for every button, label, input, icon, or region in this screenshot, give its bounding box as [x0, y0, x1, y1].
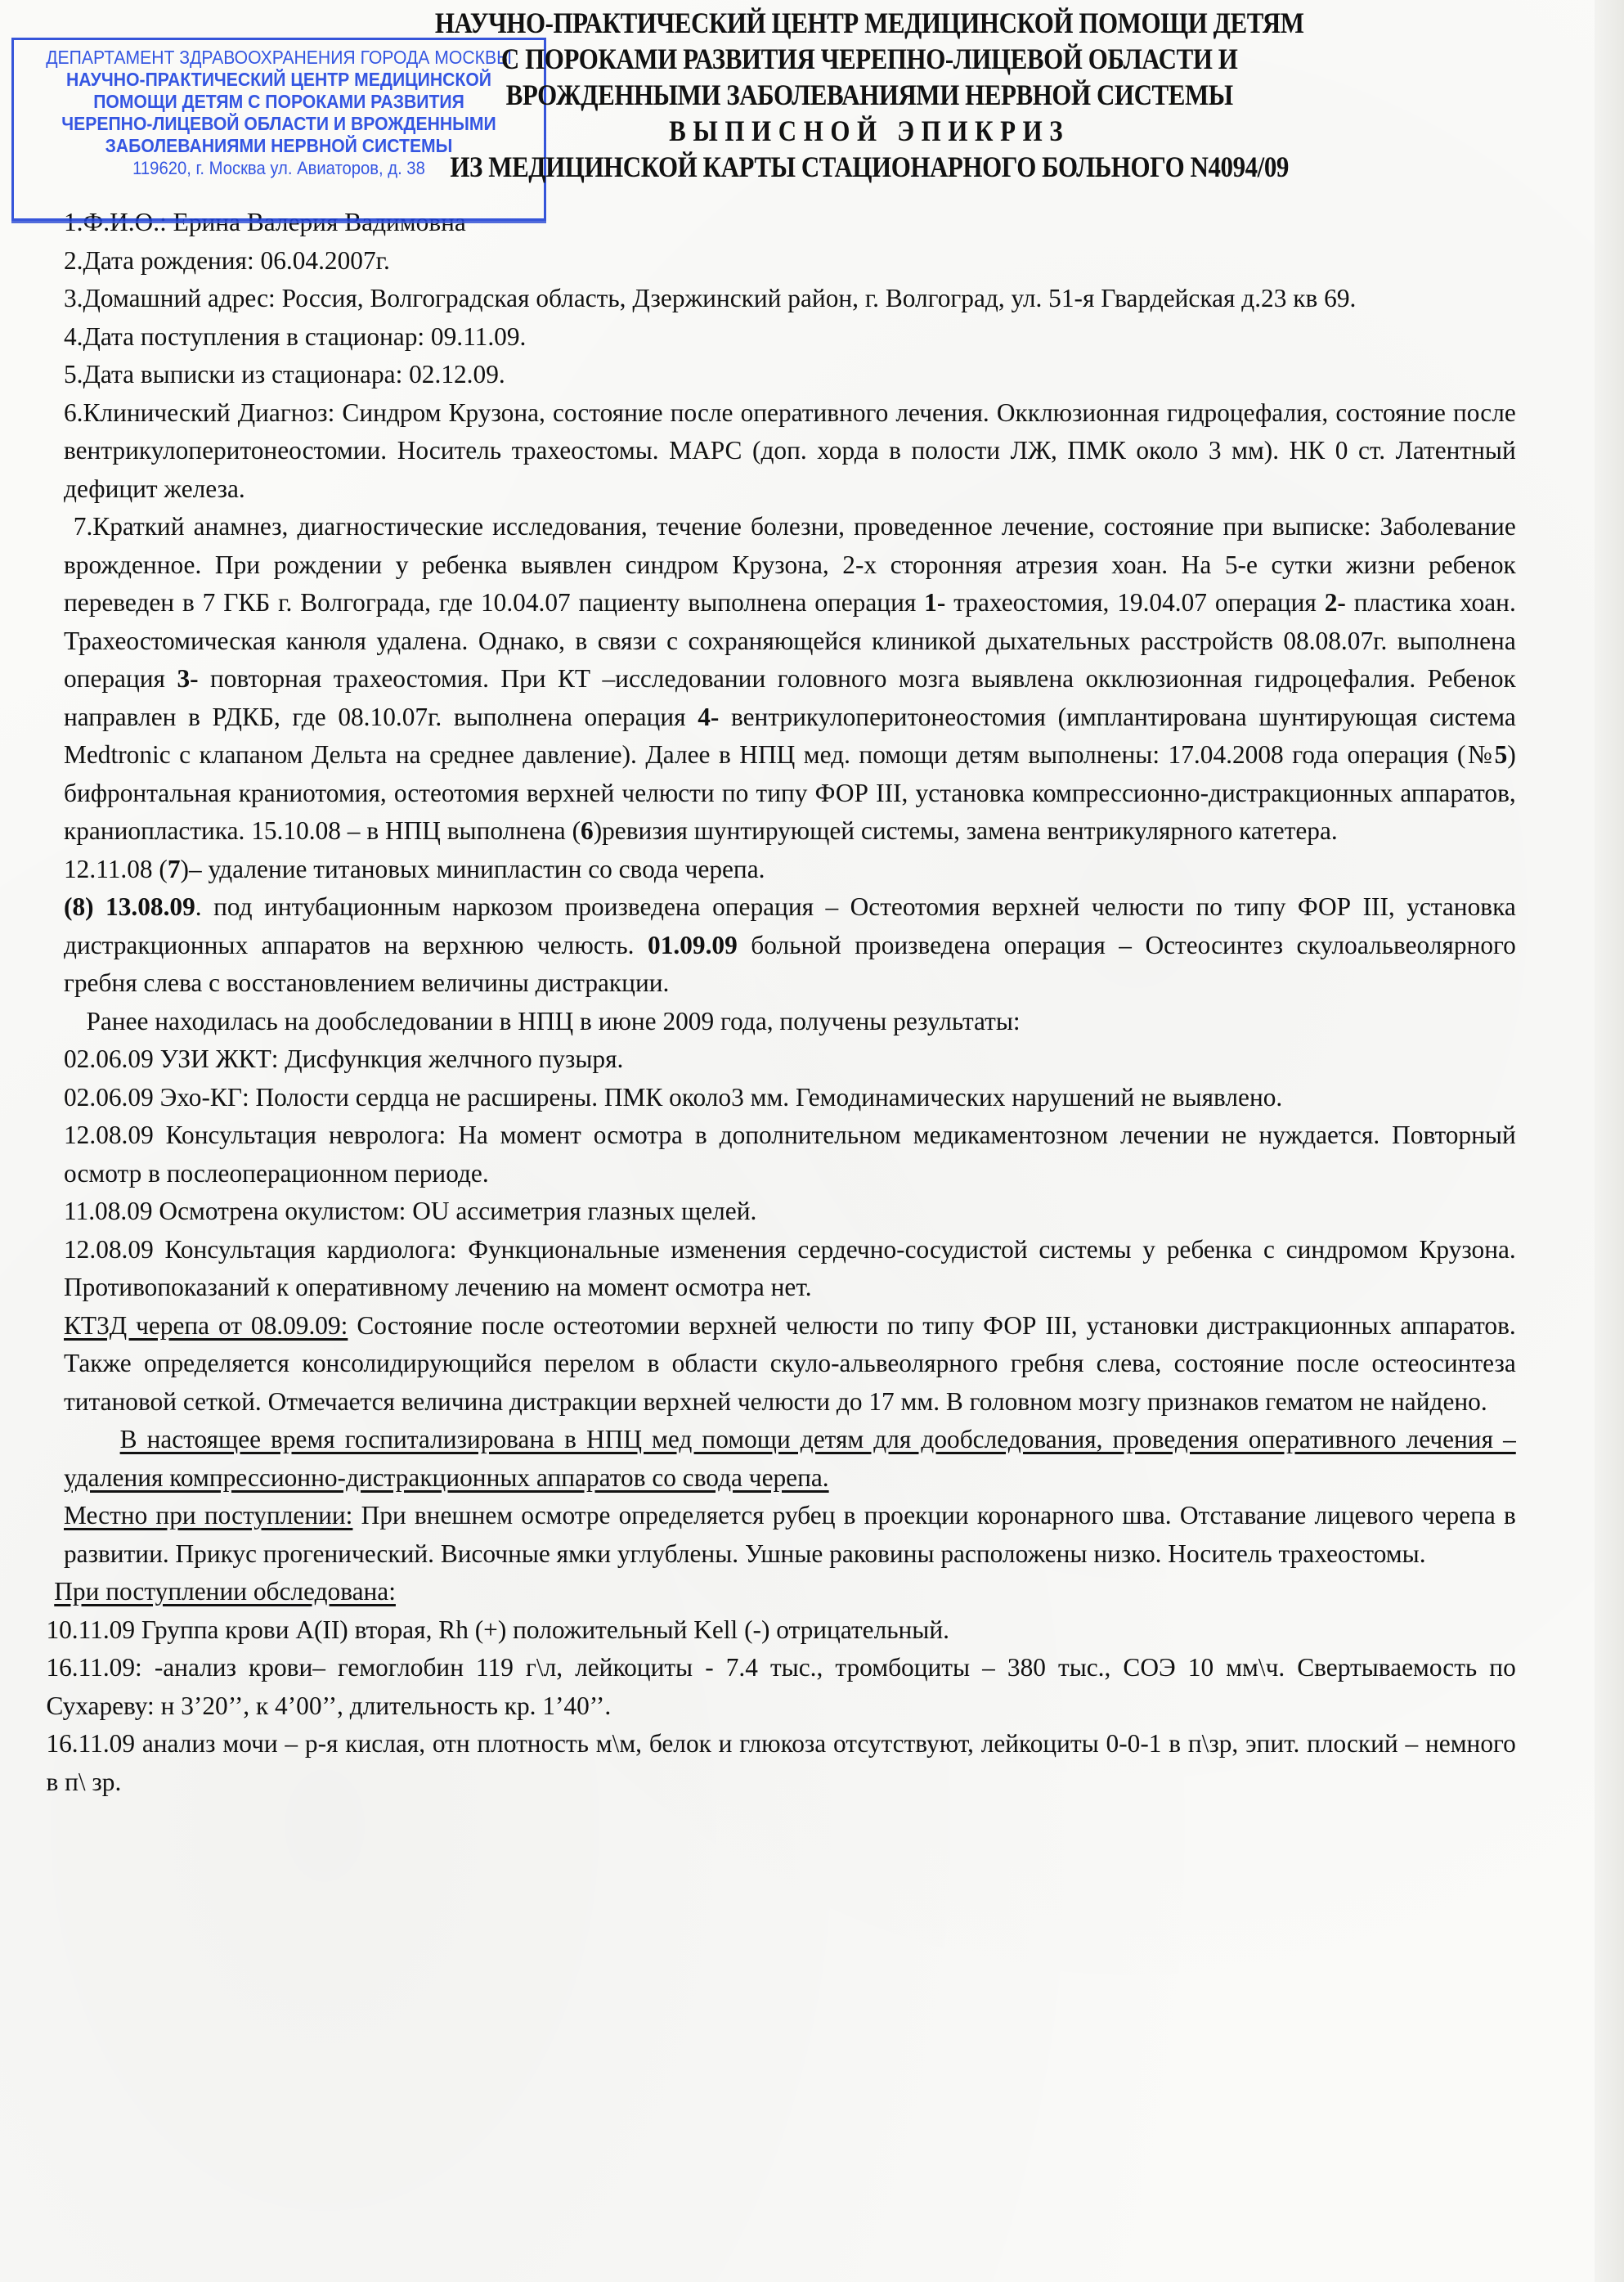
stamp-line: ЗАБОЛЕВАНИЯМИ НЕРВНОЙ СИСТЕМЫ	[105, 135, 453, 156]
current-hospitalization: В настоящее время госпитализирована в НПЦ мед помощи детям для дообследования, проведения оперативного лечения – удаления компрессионно-дистракционных аппаратов со свода черепа.	[64, 1424, 1516, 1492]
operation-number: 7	[167, 853, 181, 883]
admission-date: 4.Дата поступления в стационар: 09.11.09.	[64, 321, 527, 351]
home-address: 3.Домашний адрес: Россия, Волгоградская область, Дзержинский район, г. Волгоград, ул. 51-я Гвардейская д.23 кв 69.	[64, 283, 1357, 312]
operation-date: 13.08.09	[105, 892, 195, 921]
text-run: пластика хоан. Трахеостомическая канюля удалена. Однако, в связи с сохраняющейся клиникой дыхательных расстройств 08.08.07г. выполнена операция	[64, 587, 1516, 693]
operation-number: 4-	[698, 701, 720, 731]
header-line: НАУЧНО-ПРАКТИЧЕСКИЙ ЦЕНТР МЕДИЦИНСКОЙ ПОМОЩИ ДЕТЯМ	[434, 7, 1304, 39]
discharge-date: 5.Дата выписки из стационара: 02.12.09.	[64, 359, 505, 389]
text-run: Состояние после остеотомии верхней челюсти по типу ФОР III, установки дистракционных аппаратов. Также определяется консолидирующийся перелом в области скуло-альвеолярного гребня слева, состояние после остеосинтеза титановой сеткой. Отмечается величина дистракции верхней челюсти до 17 мм. В головном мозгу признаков гематом не найдено.	[64, 1309, 1516, 1416]
text-run: (	[64, 892, 73, 921]
text-run: больной произведена операция – Остеосинтез скулоальвеолярного гребня слева с восстановлением величины дистракции.	[64, 929, 1516, 997]
operation-number: 3-	[177, 663, 199, 693]
text-run: . под интубационным наркозом произведена операция – Остеотомия верхней челюсти по типу ФОР III, установка дистракционных аппаратов на верхнюю челюсть.	[64, 892, 1516, 959]
stamp-address: 119620, г. Москва ул. Авиаторов, д. 38	[132, 158, 425, 178]
text-run: повторная трахеостомия. При КТ –исследовании головного мозга выявлена окклюзионная гидроцефалия. Ребенок направлен в РДКБ, где 08.10.07г. выполнена операция	[64, 663, 1516, 731]
anamnesis-paragraph	[64, 507, 1516, 850]
prior-exam-item: 12.08.09 Консультация кардиолога: Функциональные изменения сердечно-сосудистой системы у ребенка с синдромом Крузона. Противопоказаний к оперативному лечению на момент осмотра нет.	[64, 1233, 1516, 1301]
operation-number: 6	[581, 815, 594, 845]
stamp-line: НАУЧНО-ПРАКТИЧЕСКИЙ ЦЕНТР МЕДИЦИНСКОЙ	[66, 69, 491, 90]
prior-exam-item: 12.08.09 Консультация невролога: На момент осмотра в дополнительном медикаментозном лечении не нуждается. Повторный осмотр в послеоперационном периоде.	[64, 1120, 1516, 1188]
ct-scan-result	[64, 1306, 1516, 1421]
admission-exam-item: 10.11.09 Группа крови A(II) вторая, Rh (+) положительный Kell (-) отрицательный.	[46, 1614, 949, 1644]
stamp-line: ПОМОЩИ ДЕТЯМ С ПОРОКАМИ РАЗВИТИЯ	[93, 91, 464, 112]
text-run: )ревизия шунтирующей системы, замена вентрикулярного катетера.	[593, 815, 1338, 845]
stamp-line: ЧЕРЕПНО-ЛИЦЕВОЙ ОБЛАСТИ И ВРОЖДЕННЫМИ	[61, 113, 496, 134]
admission-exam-item: 16.11.09: -анализ крови– гемоглобин 119 г\л, лейкоциты - 7.4 тыс., тромбоциты – 380 тыс., СОЭ 10 мм\ч. Свертываемость по Сухареву: н 3’20’’, к 4’00’’, длительность кр. 1’40’’.	[46, 1652, 1516, 1720]
stamp-line: ДЕПАРТАМЕНТ ЗДРАВООХРАНЕНИЯ ГОРОДА МОСКВЫ	[46, 47, 512, 68]
header-line: С ПОРОКАМИ РАЗВИТИЯ ЧЕРЕПНО-ЛИЦЕВОЙ ОБЛАСТИ И	[500, 43, 1238, 75]
local-status	[64, 1496, 1516, 1572]
operation-number: 8	[72, 892, 86, 921]
text-run: При внешнем осмотре определяется рубец в проекции коронарного шва. Отставание лицевого черепа в развитии. Прикус прогенический. Височные ямки углублены. Ушные раковины расположены низко. Носитель трахеостомы.	[64, 1500, 1516, 1568]
document-header	[101, 5, 1497, 185]
operation-number: 1-	[924, 587, 946, 617]
prior-exam-item: 02.06.09 УЗИ ЖКТ: Дисфункция желчного пузыря.	[64, 1044, 624, 1073]
prior-exam-intro: Ранее находилась на дообследовании в НПЦ в июне 2009 года, получены результаты:	[86, 1005, 1021, 1035]
text-run: вентрикулоперитонеостомия (имплантирована шунтирующая система Medtronic с клапаном Дельта на среднее давление). Далее в НПЦ мед. помощи детям выполнены: 17.04.2008 года операция (№	[64, 701, 1516, 769]
document-subtitle: ИЗ МЕДИЦИНСКОЙ КАРТЫ СТАЦИОНАРНОГО БОЛЬНОГО N4094/09	[450, 150, 1289, 183]
admission-exam-label: При поступлении обследована:	[54, 1576, 396, 1606]
admission-exam-heading	[54, 1572, 1516, 1610]
document-body	[46, 203, 1516, 1800]
document-title: ВЫПИСНОЙ ЭПИКРИЗ	[669, 115, 1070, 147]
admission-exam-item: 16.11.09 анализ мочи – р-я кислая, отн плотность м\м, белок и глюкоза отсутствуют, лейкоциты 0-0-1 в п\зр, эпит. плоский – немного в п\ зр.	[46, 1728, 1516, 1796]
text-run: )– удаление титановых минипластин со свода черепа.	[180, 853, 765, 883]
prior-exam-item: 02.06.09 Эхо-КГ: Полости сердца не расширены. ПМК около3 мм. Гемодинамических нарушений не выявлено.	[64, 1081, 1283, 1112]
operation-number: 5	[1494, 739, 1508, 769]
operation-7	[64, 850, 1516, 888]
header-line: ВРОЖДЕННЫМИ ЗАБОЛЕВАНИЯМИ НЕРВНОЙ СИСТЕМЫ	[505, 79, 1233, 111]
text-run: трахеостомия, 19.04.07 операция	[945, 587, 1325, 617]
operation-number: 2-	[1324, 587, 1346, 617]
prior-exam-item: 11.08.09 Осмотрена окулистом: OU ассиметрия глазных щелей.	[64, 1196, 757, 1225]
text-run: ) бифронтальная краниотомия, остеотомия верхней челюсти по типу ФОР III, установка компрессионно-дистракционных аппаратов, краниопластика. 15.10.08 – в НПЦ выполнена (	[64, 739, 1516, 845]
local-status-label: Местно при поступлении:	[64, 1500, 353, 1530]
birth-date: 2.Дата рождения: 06.04.2007г.	[64, 245, 390, 275]
text-run: 7.Краткий анамнез, диагностические исследования, течение болезни, проведенное лечение, состояние при выписке: Заболевание врожденное. При рождении у ребенка выявлен синдром Крузона, 2-х сторонняя атрезия хоан. На 5-е сутки жизни ребенок переведен в 7 ГКБ г. Волгограда, где 10.04.07 пациенту выполнена операция	[64, 511, 1516, 617]
text-run: 12.11.08 (	[64, 853, 168, 883]
text-run: )	[85, 892, 106, 921]
ct-scan-label: КТ3Д черепа от 08.09.09:	[64, 1309, 348, 1340]
operation-date: 01.09.09	[648, 929, 738, 959]
clinical-diagnosis: 6.Клинический Диагноз: Синдром Крузона, состояние после оперативного лечения. Окклюзионная гидроцефалия, состояние после вентрикулоперитонеостомии. Носитель трахеостомы. МАРС (доп. хорда в полости ЛЖ, ПМК около 3 мм). НК 0 ст. Латентный дефицит железа.	[64, 397, 1516, 503]
page-edge-shadow	[1595, 0, 1624, 2282]
operation-8	[64, 887, 1516, 1002]
patient-name: 1.Ф.И.О.: Ерина Валерия Вадимовна	[64, 207, 466, 236]
